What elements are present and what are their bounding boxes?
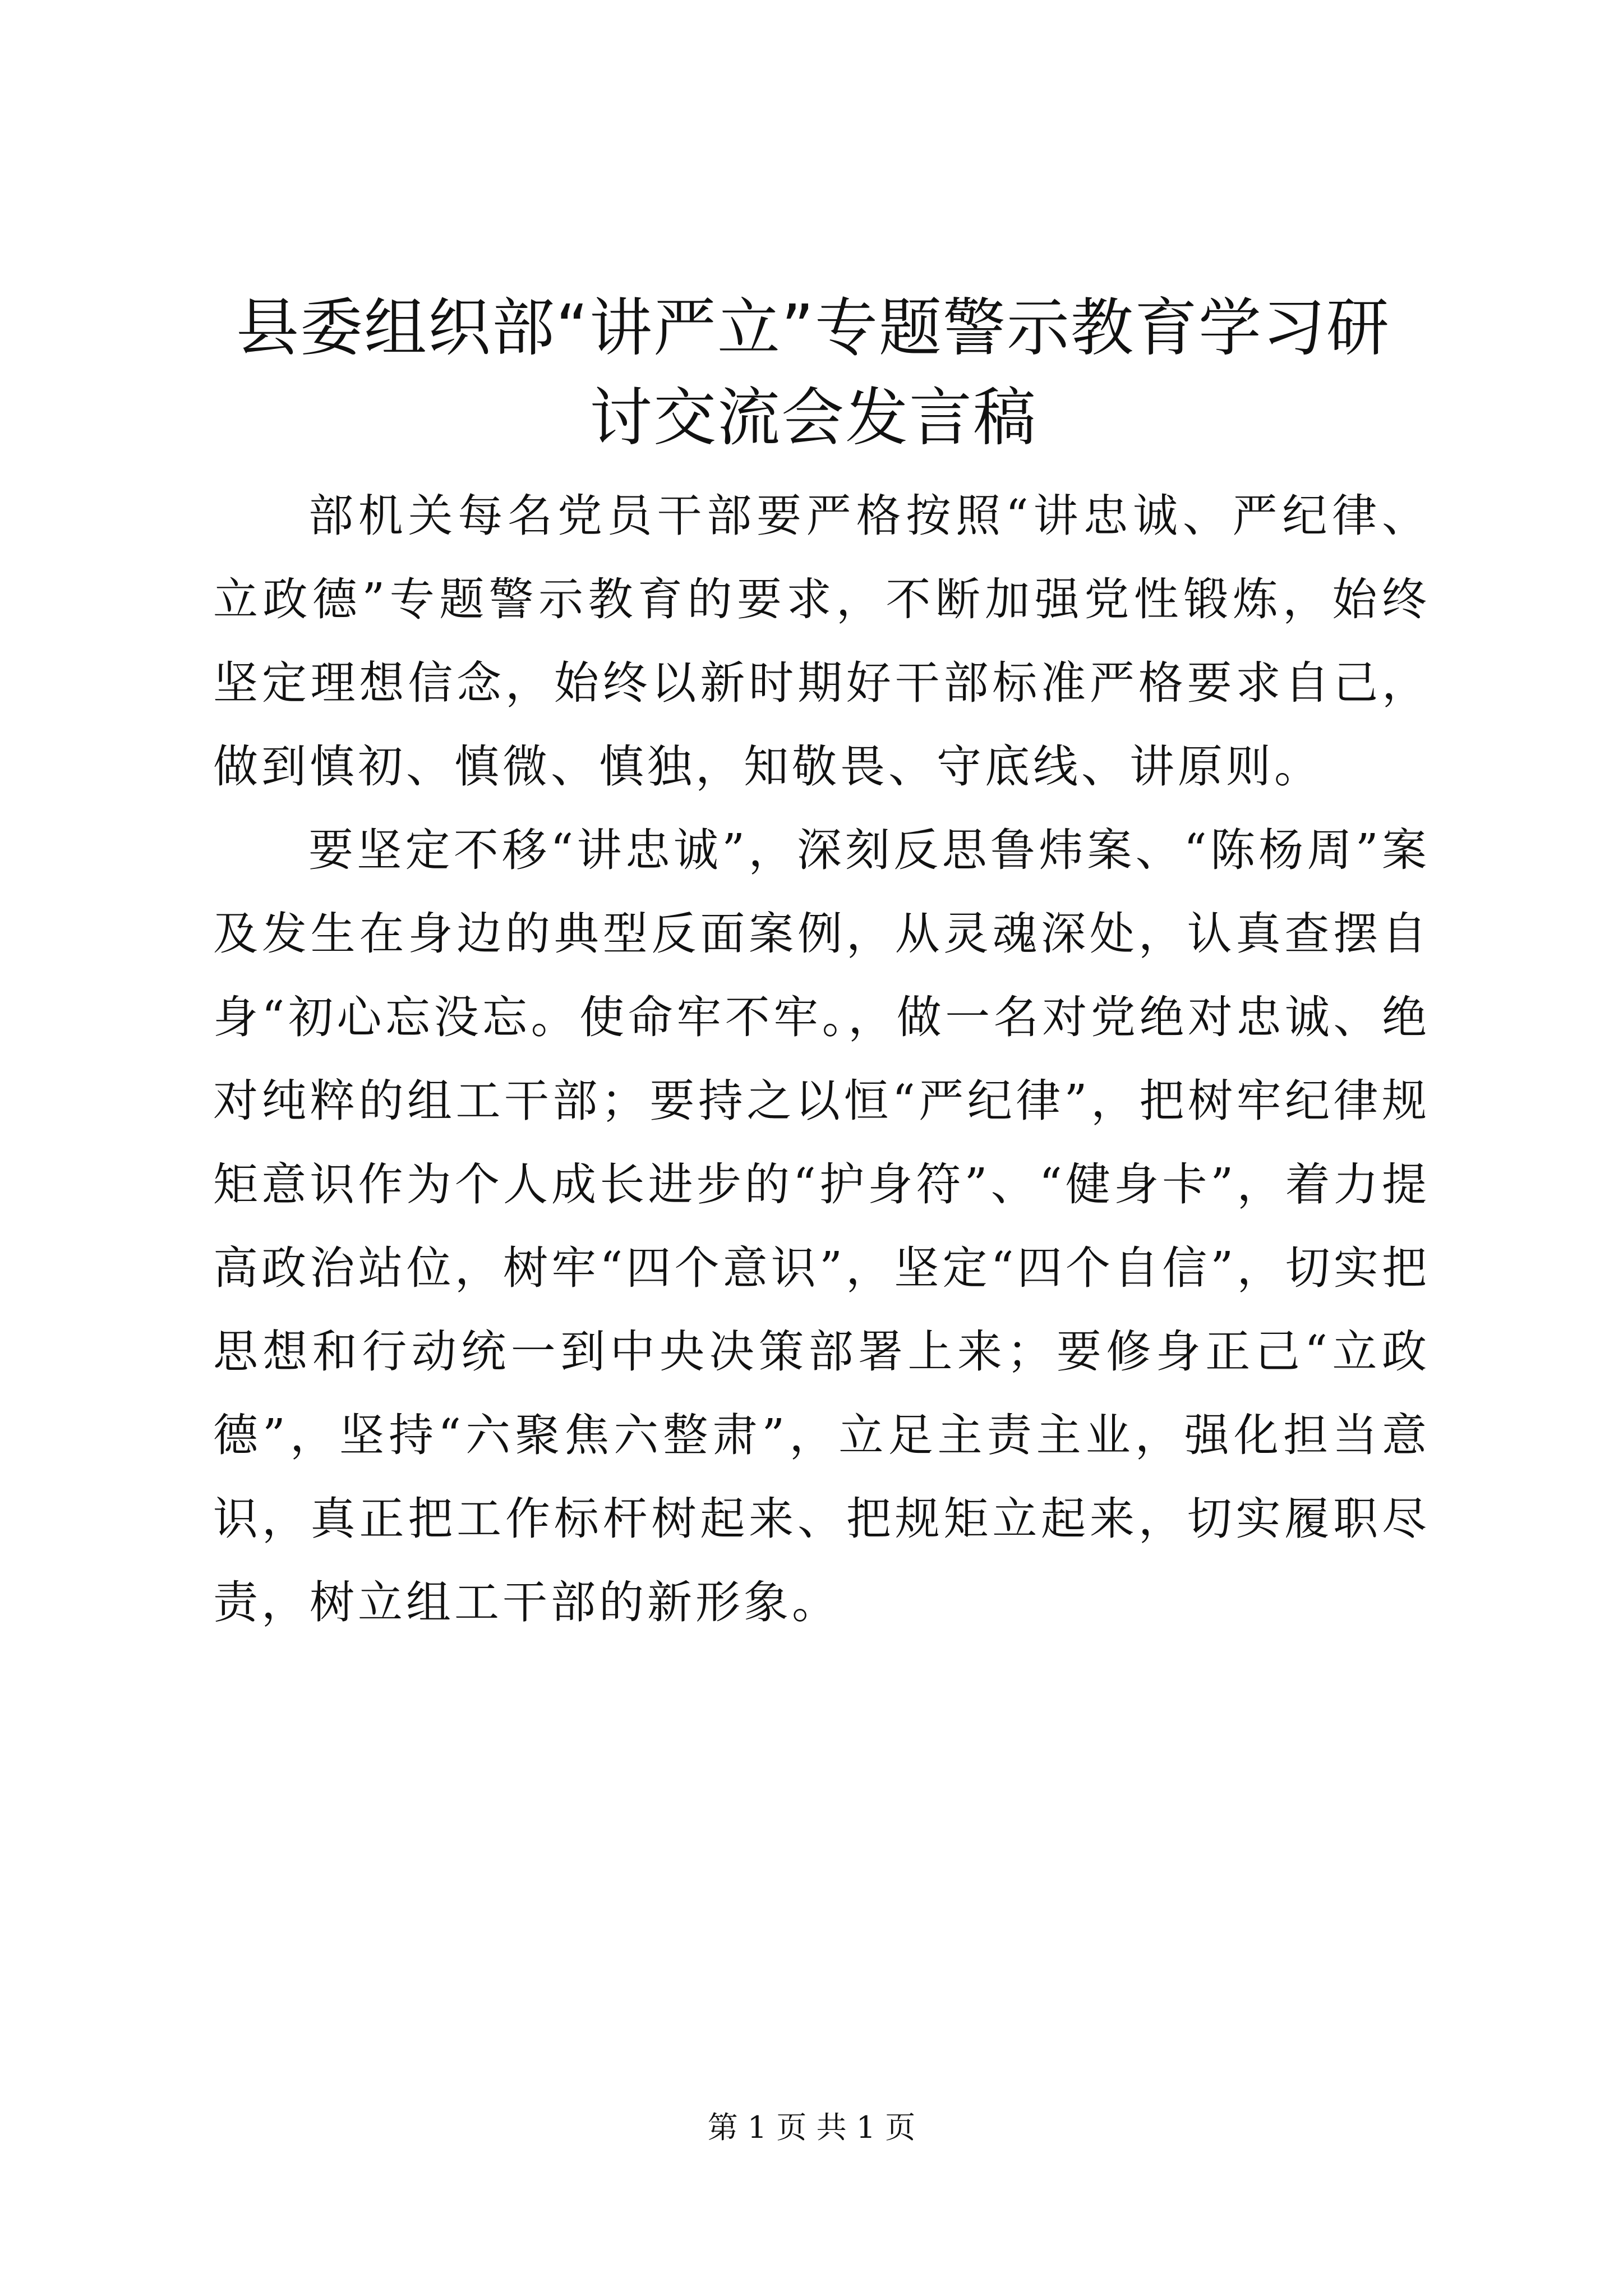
paragraph-1: 部机关每名党员干部要严格按照“讲忠诚、严纪律、立政德”专题警示教育的要求，不断加强党性锻炼，始终坚定理想信念，始终以新时期好干部标准严格要求自己，做到慎初、慎微、慎独，知敬畏、守底线、讲原则。: [213, 490, 1430, 793]
paragraph-2: 要坚定不移“讲忠诚”，深刻反思鲁炜案、“陈杨周”案及发生在身边的典型反面案例，从灵魂深处，认真查摆自身“初心忘没忘。使命牢不牢。，做一名对党绝对忠诚、绝对纯粹的组工干部；要持之以恒“严纪律”，把树牢纪律规矩意识作为个人成长进步的“护身符”、“健身卡”，着力提高政治站位，树牢“四个意识”，坚定“四个自信”，切实把思想和行动统一到中央决策部署上来；要修身正己“立政德”，坚持“六聚焦六整肃”，立足主责主业，强化担当意识，真正把工作标杆树起来、把规矩立起来，切实履职尽责，树立组工干部的新形象。: [213, 824, 1430, 1628]
document-body: [213, 474, 1430, 1644]
page-footer: 第 1 页 共 1 页: [707, 2110, 916, 2145]
document-title: 县委组织部“讲严立”专题警示教育学习研讨交流会发言稿: [236, 292, 1391, 454]
